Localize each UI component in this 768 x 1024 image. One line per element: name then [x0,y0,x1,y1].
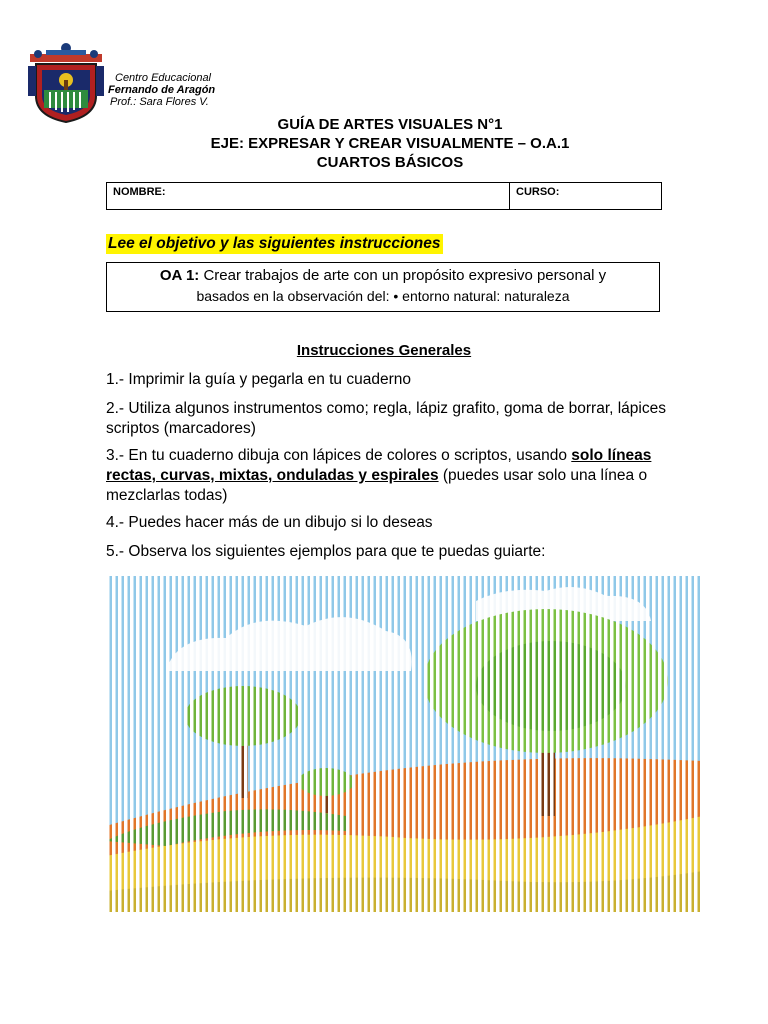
nombre-field[interactable] [107,183,510,209]
student-info-table [106,182,662,210]
oa-text-line1: Crear trabajos de arte con un propósito expresivo personal y [199,267,607,284]
instruction-item-3 [106,446,666,506]
school-info [108,72,215,108]
objective-heading: Lee el objetivo y las siguientes instrucciones [108,235,441,252]
school-crest-logo [24,40,108,124]
item3-emphasis: solo líneas rectas, curvas, mixtas, onduladas y espirales [106,447,652,484]
curso-field[interactable] [510,183,661,209]
instruction-item-4: 4.- Puedes hacer más de un dibujo si lo deseas [106,514,433,531]
grade-title: CUARTOS BÁSICOS [316,154,464,171]
example-artwork-landscape [106,576,703,912]
instructions-title: Instrucciones Generales [296,342,472,359]
objective-box [106,262,660,312]
instruction-item-2: 2.- Utiliza algunos instrumentos como; regla, lápiz grafito, goma de borrar, lápices scriptos (marcadores) [106,400,666,437]
item3-outro: (puedes usar solo una línea o mezclarlas todas) [106,467,648,504]
document-titles [0,115,768,172]
oa-text-line2: basados en la observación del: • entorno natural: naturaleza [196,288,570,304]
instruction-item-5: 5.- Observa los siguientes ejemplos para que te puedas guiarte: [106,543,546,560]
item3-intro: 3.- En tu cuaderno dibuja con lápices de colores o scriptos, usando [106,447,572,464]
school-name-bold: Fernando de Aragón [108,84,216,96]
guide-title: GUÍA DE ARTES VISUALES N°1 [277,116,503,133]
axis-title: EJE: EXPRESAR Y CREAR VISUALMENTE – O.A.1 [210,135,570,152]
oa-label: OA 1: [159,267,200,284]
teacher-name: Prof.: Sara Flores V. [110,96,209,108]
curso-label: CURSO: [516,186,560,198]
nombre-label: NOMBRE: [113,186,166,198]
instruction-item-1: 1.- Imprimir la guía y pegarla en tu cuaderno [106,371,411,388]
school-name-line: Centro Educacional [115,72,212,84]
